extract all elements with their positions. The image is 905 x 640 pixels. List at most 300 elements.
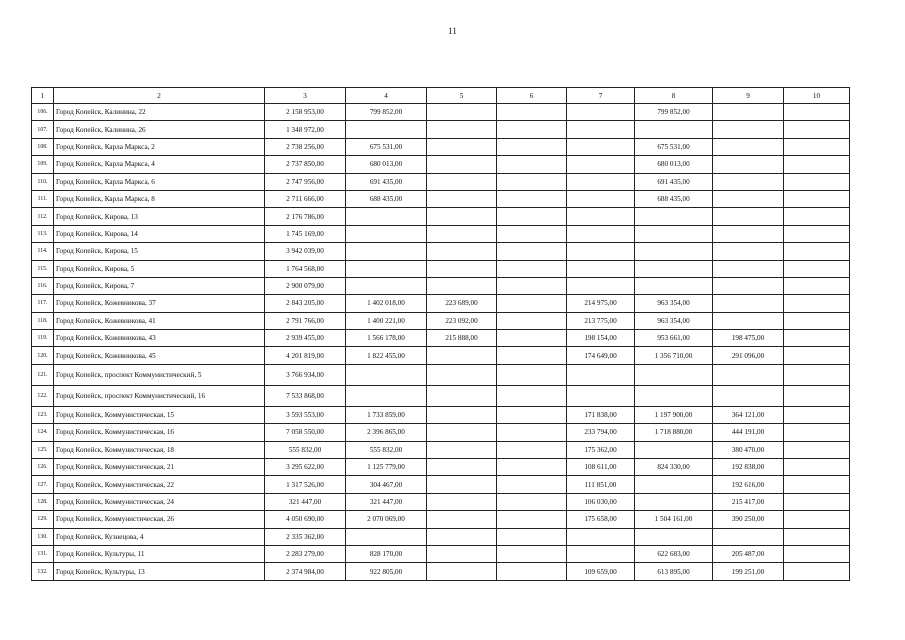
amount-cell bbox=[497, 208, 567, 225]
amount-cell bbox=[784, 545, 850, 562]
amount-cell: 233 794,00 bbox=[567, 424, 635, 441]
table-row bbox=[32, 476, 850, 493]
amount-cell bbox=[497, 347, 567, 364]
amount-cell: 223 092,00 bbox=[427, 312, 497, 329]
amount-cell bbox=[713, 104, 784, 121]
amount-cell bbox=[497, 243, 567, 260]
column-header-5: 5 bbox=[427, 88, 497, 104]
amount-cell bbox=[497, 528, 567, 545]
amount-cell bbox=[427, 243, 497, 260]
amount-cell bbox=[784, 277, 850, 294]
amount-cell bbox=[713, 260, 784, 277]
amount-cell: 380 470,00 bbox=[713, 441, 784, 458]
amount-cell: 175 362,00 bbox=[567, 441, 635, 458]
amount-cell: 3 942 039,00 bbox=[265, 243, 346, 260]
amount-cell: 2 396 865,00 bbox=[346, 424, 427, 441]
column-header-4: 4 bbox=[346, 88, 427, 104]
amount-cell bbox=[497, 173, 567, 190]
amount-cell: 675 531,00 bbox=[635, 138, 713, 155]
amount-cell: 2 335 362,00 bbox=[265, 528, 346, 545]
amount-cell: 1 504 161,00 bbox=[635, 511, 713, 528]
amount-cell: 215 888,00 bbox=[427, 330, 497, 347]
amount-cell: 1 356 710,00 bbox=[635, 347, 713, 364]
amount-cell bbox=[567, 225, 635, 242]
row-number-cell: 114. bbox=[32, 243, 54, 260]
row-number-cell: 121. bbox=[32, 364, 54, 385]
table-row bbox=[32, 347, 850, 364]
amount-cell bbox=[497, 330, 567, 347]
row-number-cell: 107. bbox=[32, 121, 54, 138]
table-row bbox=[32, 138, 850, 155]
amount-cell bbox=[784, 260, 850, 277]
amount-cell bbox=[497, 545, 567, 562]
amount-cell: 963 354,00 bbox=[635, 295, 713, 312]
amount-cell bbox=[427, 406, 497, 423]
amount-cell bbox=[784, 225, 850, 242]
table-row bbox=[32, 511, 850, 528]
address-cell: Город Копейск, Кирова, 5 bbox=[54, 260, 265, 277]
amount-cell bbox=[713, 528, 784, 545]
row-number-cell: 119. bbox=[32, 330, 54, 347]
amount-cell: 7 533 868,00 bbox=[265, 385, 346, 406]
amount-cell: 109 659,00 bbox=[567, 563, 635, 580]
amount-cell bbox=[427, 493, 497, 510]
amount-cell bbox=[427, 225, 497, 242]
amount-cell: 953 661,00 bbox=[635, 330, 713, 347]
amount-cell bbox=[567, 277, 635, 294]
row-number-cell: 111. bbox=[32, 190, 54, 207]
amount-cell bbox=[427, 121, 497, 138]
table-row bbox=[32, 545, 850, 562]
address-cell: Город Копейск, Кожевникова, 37 bbox=[54, 295, 265, 312]
amount-cell bbox=[567, 243, 635, 260]
table-row bbox=[32, 312, 850, 329]
row-number-cell: 130. bbox=[32, 528, 54, 545]
amount-cell: 1 348 972,00 bbox=[265, 121, 346, 138]
amount-cell bbox=[427, 563, 497, 580]
address-cell: Город Копейск, Кирова, 13 bbox=[54, 208, 265, 225]
amount-cell: 2 158 953,00 bbox=[265, 104, 346, 121]
amount-cell bbox=[497, 156, 567, 173]
amount-cell bbox=[784, 208, 850, 225]
amount-cell bbox=[784, 312, 850, 329]
amount-cell: 175 658,00 bbox=[567, 511, 635, 528]
column-header-3: 3 bbox=[265, 88, 346, 104]
table-row bbox=[32, 173, 850, 190]
amount-cell bbox=[427, 173, 497, 190]
address-cell: Город Копейск, Карла Маркса, 2 bbox=[54, 138, 265, 155]
amount-cell bbox=[497, 476, 567, 493]
amount-cell: 1 822 455,00 bbox=[346, 347, 427, 364]
amount-cell bbox=[784, 243, 850, 260]
table-row bbox=[32, 385, 850, 406]
amount-cell: 1 125 779,00 bbox=[346, 459, 427, 476]
table-row bbox=[32, 104, 850, 121]
amount-cell bbox=[497, 104, 567, 121]
address-cell: Город Копейск, Карла Маркса, 4 bbox=[54, 156, 265, 173]
amount-cell: 198 154,00 bbox=[567, 330, 635, 347]
amount-cell bbox=[497, 312, 567, 329]
amount-cell: 2 283 279,00 bbox=[265, 545, 346, 562]
amount-cell bbox=[346, 277, 427, 294]
amount-cell: 444 191,00 bbox=[713, 424, 784, 441]
amount-cell bbox=[567, 138, 635, 155]
column-header-9: 9 bbox=[713, 88, 784, 104]
amount-cell bbox=[784, 138, 850, 155]
amount-cell: 192 838,00 bbox=[713, 459, 784, 476]
address-cell: Город Копейск, Калинина, 22 bbox=[54, 104, 265, 121]
amount-cell bbox=[497, 190, 567, 207]
amount-cell: 963 354,00 bbox=[635, 312, 713, 329]
amount-cell: 824 330,00 bbox=[635, 459, 713, 476]
address-cell: Город Копейск, Калинина, 26 bbox=[54, 121, 265, 138]
amount-cell: 2 737 850,00 bbox=[265, 156, 346, 173]
amount-cell bbox=[497, 385, 567, 406]
amount-cell bbox=[784, 295, 850, 312]
amount-cell: 4 050 690,00 bbox=[265, 511, 346, 528]
address-cell: Город Копейск, Кузнецова, 4 bbox=[54, 528, 265, 545]
amount-cell: 364 121,00 bbox=[713, 406, 784, 423]
table-row bbox=[32, 243, 850, 260]
amount-cell: 213 775,00 bbox=[567, 312, 635, 329]
amount-cell bbox=[784, 424, 850, 441]
row-number-cell: 125. bbox=[32, 441, 54, 458]
amount-cell bbox=[567, 156, 635, 173]
address-cell: Город Копейск, Культуры, 11 bbox=[54, 545, 265, 562]
table-row bbox=[32, 406, 850, 423]
amount-cell bbox=[713, 156, 784, 173]
amount-cell bbox=[635, 277, 713, 294]
amount-cell bbox=[497, 138, 567, 155]
amount-cell bbox=[427, 277, 497, 294]
amount-cell bbox=[346, 385, 427, 406]
amount-cell: 1 317 526,00 bbox=[265, 476, 346, 493]
column-header-6: 6 bbox=[497, 88, 567, 104]
amount-cell: 680 013,00 bbox=[635, 156, 713, 173]
row-number-cell: 122. bbox=[32, 385, 54, 406]
amount-cell bbox=[346, 208, 427, 225]
amount-cell: 2 747 956,00 bbox=[265, 173, 346, 190]
amount-cell: 198 475,00 bbox=[713, 330, 784, 347]
amount-cell: 691 435,00 bbox=[635, 173, 713, 190]
amount-cell bbox=[784, 385, 850, 406]
amount-cell: 675 531,00 bbox=[346, 138, 427, 155]
amount-cell: 3 766 934,00 bbox=[265, 364, 346, 385]
table-row bbox=[32, 364, 850, 385]
amount-cell: 390 250,00 bbox=[713, 511, 784, 528]
amount-cell: 2 070 069,00 bbox=[346, 511, 427, 528]
address-cell: Город Копейск, Коммунистическая, 26 bbox=[54, 511, 265, 528]
amount-cell bbox=[784, 173, 850, 190]
amount-cell: 1 402 018,00 bbox=[346, 295, 427, 312]
amount-cell bbox=[713, 138, 784, 155]
amount-cell bbox=[713, 385, 784, 406]
amount-cell bbox=[784, 459, 850, 476]
amount-cell bbox=[497, 563, 567, 580]
amount-cell bbox=[713, 312, 784, 329]
amount-cell: 622 683,00 bbox=[635, 545, 713, 562]
table-row bbox=[32, 528, 850, 545]
amount-cell: 555 832,00 bbox=[265, 441, 346, 458]
amount-cell bbox=[427, 138, 497, 155]
row-number-cell: 118. bbox=[32, 312, 54, 329]
amount-cell bbox=[784, 511, 850, 528]
amount-cell bbox=[346, 225, 427, 242]
row-number-cell: 117. bbox=[32, 295, 54, 312]
header-row bbox=[32, 88, 850, 104]
row-number-cell: 129. bbox=[32, 511, 54, 528]
row-number-cell: 123. bbox=[32, 406, 54, 423]
row-number-cell: 110. bbox=[32, 173, 54, 190]
amount-cell bbox=[784, 476, 850, 493]
row-number-cell: 132. bbox=[32, 563, 54, 580]
amount-cell bbox=[427, 208, 497, 225]
row-number-cell: 109. bbox=[32, 156, 54, 173]
amount-cell bbox=[497, 364, 567, 385]
row-number-cell: 108. bbox=[32, 138, 54, 155]
amount-cell: 2 900 079,00 bbox=[265, 277, 346, 294]
amount-cell: 199 251,00 bbox=[713, 563, 784, 580]
row-number-cell: 113. bbox=[32, 225, 54, 242]
amount-cell bbox=[784, 406, 850, 423]
amount-cell bbox=[427, 511, 497, 528]
amount-cell bbox=[713, 173, 784, 190]
amount-cell bbox=[567, 545, 635, 562]
amount-cell bbox=[567, 528, 635, 545]
table-row bbox=[32, 260, 850, 277]
amount-cell bbox=[427, 441, 497, 458]
address-cell: Город Копейск, Кирова, 15 bbox=[54, 243, 265, 260]
amount-cell bbox=[713, 190, 784, 207]
table-row bbox=[32, 493, 850, 510]
amount-cell: 111 851,00 bbox=[567, 476, 635, 493]
row-number-cell: 106. bbox=[32, 104, 54, 121]
amount-cell: 2 176 786,00 bbox=[265, 208, 346, 225]
amount-cell bbox=[635, 493, 713, 510]
amount-cell bbox=[567, 104, 635, 121]
amount-cell: 3 593 553,00 bbox=[265, 406, 346, 423]
register-table bbox=[31, 87, 850, 581]
amount-cell bbox=[635, 260, 713, 277]
amount-cell: 799 852,00 bbox=[346, 104, 427, 121]
amount-cell: 304 467,00 bbox=[346, 476, 427, 493]
row-number-cell: 126. bbox=[32, 459, 54, 476]
amount-cell: 1 400 221,00 bbox=[346, 312, 427, 329]
address-cell: Город Копейск, Коммунистическая, 24 bbox=[54, 493, 265, 510]
address-cell: Город Копейск, Коммунистическая, 15 bbox=[54, 406, 265, 423]
amount-cell: 691 435,00 bbox=[346, 173, 427, 190]
column-header-2: 2 bbox=[54, 88, 265, 104]
table-row bbox=[32, 424, 850, 441]
amount-cell bbox=[784, 156, 850, 173]
amount-cell bbox=[713, 295, 784, 312]
amount-cell bbox=[784, 563, 850, 580]
amount-cell bbox=[635, 208, 713, 225]
amount-cell bbox=[346, 260, 427, 277]
amount-cell bbox=[497, 260, 567, 277]
amount-cell bbox=[784, 104, 850, 121]
page-number: 11 bbox=[448, 26, 457, 36]
amount-cell bbox=[427, 190, 497, 207]
row-number-cell: 115. bbox=[32, 260, 54, 277]
amount-cell bbox=[427, 424, 497, 441]
amount-cell bbox=[635, 476, 713, 493]
amount-cell: 291 096,00 bbox=[713, 347, 784, 364]
amount-cell bbox=[784, 347, 850, 364]
amount-cell: 688 435,00 bbox=[346, 190, 427, 207]
amount-cell bbox=[713, 121, 784, 138]
address-cell: Город Копейск, Культуры, 13 bbox=[54, 563, 265, 580]
amount-cell: 321 447,00 bbox=[346, 493, 427, 510]
amount-cell: 108 611,00 bbox=[567, 459, 635, 476]
amount-cell bbox=[784, 330, 850, 347]
amount-cell: 171 838,00 bbox=[567, 406, 635, 423]
amount-cell bbox=[497, 511, 567, 528]
amount-cell bbox=[567, 364, 635, 385]
amount-cell bbox=[635, 441, 713, 458]
table-row bbox=[32, 459, 850, 476]
amount-cell bbox=[713, 225, 784, 242]
amount-cell bbox=[567, 173, 635, 190]
amount-cell bbox=[427, 476, 497, 493]
amount-cell bbox=[497, 424, 567, 441]
amount-cell: 2 374 984,00 bbox=[265, 563, 346, 580]
amount-cell: 205 487,00 bbox=[713, 545, 784, 562]
amount-cell bbox=[427, 156, 497, 173]
amount-cell bbox=[427, 459, 497, 476]
amount-cell: 215 417,00 bbox=[713, 493, 784, 510]
amount-cell: 321 447,00 bbox=[265, 493, 346, 510]
amount-cell bbox=[427, 104, 497, 121]
amount-cell bbox=[784, 493, 850, 510]
amount-cell: 1 197 900,00 bbox=[635, 406, 713, 423]
address-cell: Город Копейск, Кожевникова, 43 bbox=[54, 330, 265, 347]
amount-cell bbox=[567, 385, 635, 406]
amount-cell: 4 201 819,00 bbox=[265, 347, 346, 364]
amount-cell bbox=[497, 225, 567, 242]
amount-cell bbox=[497, 493, 567, 510]
amount-cell: 2 738 256,00 bbox=[265, 138, 346, 155]
amount-cell bbox=[784, 121, 850, 138]
address-cell: Город Копейск, Коммунистическая, 16 bbox=[54, 424, 265, 441]
amount-cell: 688 435,00 bbox=[635, 190, 713, 207]
address-cell: Город Копейск, Карла Маркса, 8 bbox=[54, 190, 265, 207]
column-header-1: 1 bbox=[32, 88, 54, 104]
amount-cell bbox=[635, 243, 713, 260]
amount-cell: 828 170,00 bbox=[346, 545, 427, 562]
amount-cell bbox=[497, 441, 567, 458]
amount-cell bbox=[784, 364, 850, 385]
table-row bbox=[32, 225, 850, 242]
table-row bbox=[32, 295, 850, 312]
amount-cell bbox=[346, 243, 427, 260]
column-header-7: 7 bbox=[567, 88, 635, 104]
address-cell: Город Копейск, Коммунистическая, 18 bbox=[54, 441, 265, 458]
amount-cell: 555 832,00 bbox=[346, 441, 427, 458]
address-cell: Город Копейск, Карла Маркса, 6 bbox=[54, 173, 265, 190]
table-row bbox=[32, 208, 850, 225]
amount-cell bbox=[635, 121, 713, 138]
amount-cell bbox=[427, 364, 497, 385]
row-number-cell: 116. bbox=[32, 277, 54, 294]
amount-cell bbox=[784, 190, 850, 207]
amount-cell bbox=[635, 364, 713, 385]
amount-cell: 223 689,00 bbox=[427, 295, 497, 312]
amount-cell bbox=[346, 121, 427, 138]
amount-cell: 106 030,00 bbox=[567, 493, 635, 510]
amount-cell bbox=[635, 528, 713, 545]
table-row bbox=[32, 277, 850, 294]
amount-cell: 1 745 169,00 bbox=[265, 225, 346, 242]
amount-cell bbox=[567, 260, 635, 277]
table-row bbox=[32, 156, 850, 173]
amount-cell bbox=[427, 528, 497, 545]
amount-cell: 1 733 859,00 bbox=[346, 406, 427, 423]
amount-cell bbox=[497, 406, 567, 423]
amount-cell bbox=[497, 459, 567, 476]
amount-cell bbox=[713, 364, 784, 385]
amount-cell bbox=[567, 190, 635, 207]
address-cell: Город Копейск, Кожевникова, 45 bbox=[54, 347, 265, 364]
amount-cell bbox=[713, 243, 784, 260]
amount-cell: 1 764 568,00 bbox=[265, 260, 346, 277]
amount-cell: 1 718 880,00 bbox=[635, 424, 713, 441]
amount-cell: 2 791 766,00 bbox=[265, 312, 346, 329]
amount-cell bbox=[567, 121, 635, 138]
amount-cell bbox=[567, 208, 635, 225]
amount-cell bbox=[635, 225, 713, 242]
amount-cell: 799 852,00 bbox=[635, 104, 713, 121]
amount-cell bbox=[346, 364, 427, 385]
amount-cell: 2 939 455,00 bbox=[265, 330, 346, 347]
table-row bbox=[32, 441, 850, 458]
address-cell: Город Копейск, Кирова, 7 bbox=[54, 277, 265, 294]
amount-cell: 1 566 178,00 bbox=[346, 330, 427, 347]
amount-cell: 192 616,00 bbox=[713, 476, 784, 493]
amount-cell bbox=[635, 385, 713, 406]
amount-cell bbox=[713, 277, 784, 294]
amount-cell bbox=[713, 208, 784, 225]
amount-cell bbox=[427, 545, 497, 562]
table-row bbox=[32, 563, 850, 580]
table-row bbox=[32, 121, 850, 138]
amount-cell bbox=[784, 528, 850, 545]
address-cell: Город Копейск, проспект Коммунистический, 5 bbox=[54, 364, 265, 385]
address-cell: Город Копейск, проспект Коммунистический, 16 bbox=[54, 385, 265, 406]
amount-cell: 680 013,00 bbox=[346, 156, 427, 173]
amount-cell: 2 711 666,00 bbox=[265, 190, 346, 207]
amount-cell bbox=[497, 277, 567, 294]
row-number-cell: 127. bbox=[32, 476, 54, 493]
row-number-cell: 112. bbox=[32, 208, 54, 225]
address-cell: Город Копейск, Кожевникова, 41 bbox=[54, 312, 265, 329]
amount-cell bbox=[497, 121, 567, 138]
row-number-cell: 128. bbox=[32, 493, 54, 510]
amount-cell: 2 843 205,00 bbox=[265, 295, 346, 312]
amount-cell bbox=[427, 260, 497, 277]
amount-cell: 922 805,00 bbox=[346, 563, 427, 580]
address-cell: Город Копейск, Коммунистическая, 22 bbox=[54, 476, 265, 493]
amount-cell bbox=[784, 441, 850, 458]
address-cell: Город Копейск, Коммунистическая, 21 bbox=[54, 459, 265, 476]
amount-cell: 613 895,00 bbox=[635, 563, 713, 580]
table-row bbox=[32, 330, 850, 347]
column-header-8: 8 bbox=[635, 88, 713, 104]
row-number-cell: 124. bbox=[32, 424, 54, 441]
row-number-cell: 120. bbox=[32, 347, 54, 364]
address-cell: Город Копейск, Кирова, 14 bbox=[54, 225, 265, 242]
amount-cell: 214 975,00 bbox=[567, 295, 635, 312]
